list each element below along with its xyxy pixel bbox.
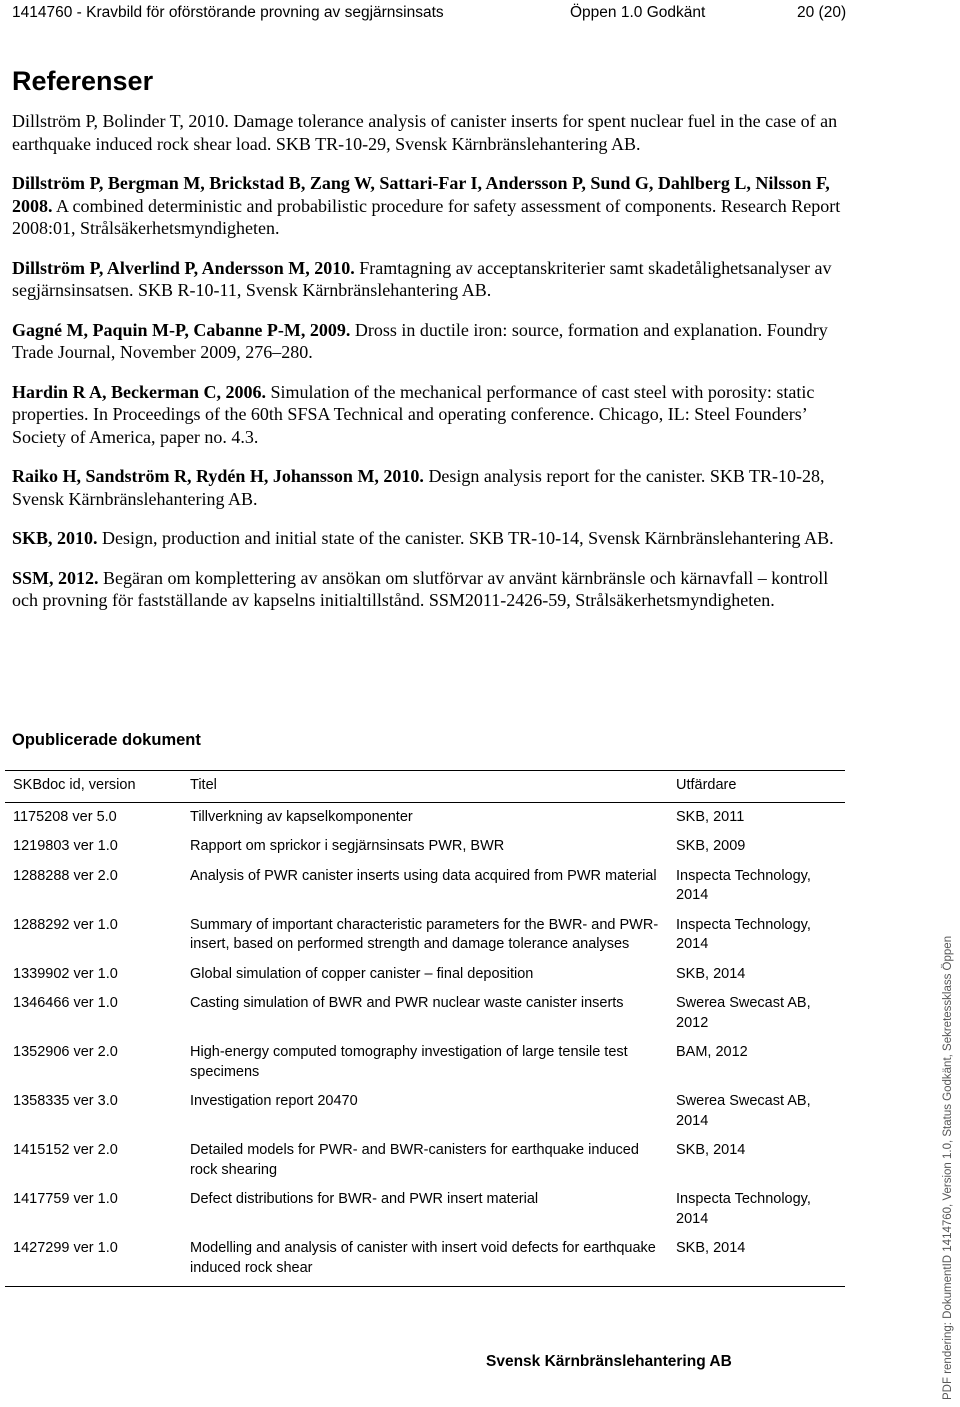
cell-title: Defect distributions for BWR- and PWR insert material [190, 1191, 539, 1207]
cell-id: 1427299 ver 1.0 [5, 1234, 182, 1287]
reference-text: Dillström P, Bolinder T, 2010. Damage tolerance analysis of canister inserts for spent nuclear fuel in the case of an earthquake induced rock shear load. SKB TR-10-29, Svensk Kärnbränslehantering AB. [12, 111, 838, 154]
reference-text: Design analysis report for the canister. SKB TR-10-28, Svensk Kärnbränslehantering AB. [12, 466, 825, 509]
header-status: Öppen 1.0 Godkänt [570, 4, 706, 21]
cell-issuer: Inspecta Technology, 2014 [676, 1191, 811, 1227]
reference-item [12, 381, 842, 449]
reference-item [12, 567, 842, 612]
cell-issuer: Swerea Swecast AB, 2014 [676, 1093, 811, 1129]
cell-issuer: SKB, 2011 [676, 808, 745, 825]
cell-id: 1219803 ver 1.0 [13, 838, 118, 854]
reference-item [12, 527, 842, 550]
cell-title: Casting simulation of BWR and PWR nuclear waste canister inserts [190, 995, 624, 1011]
footer-company: Svensk Kärnbränslehantering AB [486, 1353, 732, 1370]
reference-authors: SKB, 2010. [12, 528, 98, 548]
table-row [5, 802, 845, 832]
reference-authors: Dillström P, Bergman M, Brickstad B, Zang W, Sattari-Far I, Andersson P, Sund G, Dahlberg L, Nilsson F, 2008. [12, 173, 830, 216]
cell-title: Analysis of PWR canister inserts using data acquired from PWR material [190, 867, 657, 884]
cell-id: 1346466 ver 1.0 [13, 995, 118, 1011]
cell-id: 1339902 ver 1.0 [13, 965, 118, 982]
table-row [5, 862, 845, 911]
reference-text: Framtagning av acceptanskriterier samt skadetålighetsanalyser av segjärnsinsatsen. SKB R-10-11, Svensk Kärnbränslehantering AB. [12, 257, 832, 300]
table-row [5, 1087, 845, 1136]
cell-id: 1358335 ver 3.0 [13, 1093, 118, 1109]
column-header-id: SKBdoc id, version [5, 771, 182, 803]
table-header-row [5, 771, 845, 803]
table-row [5, 1234, 845, 1287]
cell-title: Rapport om sprickor i segjärnsinsats PWR, BWR [190, 838, 505, 854]
cell-id: 1415152 ver 2.0 [13, 1142, 118, 1158]
reference-text: Begäran om komplettering av ansökan om slutförvar av använt kärnbränsle och kärnavfall – kontroll och provning för fastställande av kapselns initialtillstånd. SSM2011-2426-59, Strålsäkerhetsmyndigheten. [12, 567, 829, 610]
reference-text: Simulation of the mechanical performance of cast steel with porosity: static properties. In Proceedings of the 60th SFSA Technical and operating conference. Chicago, IL: Steel Founders’ Society of America, paper no. 4.3. [12, 381, 815, 447]
table-row [5, 1185, 845, 1234]
cell-title: High-energy computed tomography investigation of large tensile test specimens [190, 1044, 628, 1080]
table-row [5, 1136, 845, 1185]
reference-item [12, 257, 842, 302]
cell-id: 1175208 ver 5.0 [13, 808, 117, 825]
reference-authors: SSM, 2012. [12, 567, 99, 588]
column-header-issuer: Utfärdare [668, 771, 845, 803]
cell-title: Global simulation of copper canister – final deposition [190, 965, 534, 982]
cell-issuer: Swerea Swecast AB, 2012 [676, 995, 811, 1031]
table-row [5, 960, 845, 990]
cell-id: 1288292 ver 1.0 [13, 916, 118, 933]
cell-id: 1417759 ver 1.0 [13, 1191, 118, 1207]
cell-issuer: Inspecta Technology, 2014 [676, 867, 811, 903]
unpublished-documents-heading: Opublicerade dokument [12, 731, 201, 749]
unpublished-documents-table [5, 770, 845, 1287]
section-title: Referenser [12, 66, 154, 96]
reference-authors: Dillström P, Alverlind P, Andersson M, 2010. [12, 257, 355, 278]
cell-issuer: SKB, 2014 [676, 1142, 746, 1158]
reference-list [12, 110, 842, 629]
cell-issuer: SKB, 2014 [668, 1234, 845, 1287]
cell-issuer: SKB, 2009 [676, 838, 746, 854]
cell-title: Summary of important characteristic parameters for the BWR- and PWR-insert, based on performed strength and damage tolerance analyses [190, 916, 659, 952]
reference-authors: Gagné M, Paquin M-P, Cabanne P-M, 2009. [12, 319, 351, 340]
cell-title: Modelling and analysis of canister with insert void defects for earthquake induced rock shear [182, 1234, 668, 1287]
cell-issuer: Inspecta Technology, 2014 [676, 916, 811, 952]
reference-authors: Hardin R A, Beckerman C, 2006. [12, 381, 266, 402]
reference-text: Design, production and initial state of the canister. SKB TR-10-14, Svensk Kärnbränslehantering AB. [97, 528, 834, 548]
reference-text: A combined deterministic and probabilistic procedure for safety assessment of components. Research Report 2008:01, Strålsäkerhetsmyndigheten. [12, 195, 841, 238]
column-header-title: Titel [182, 771, 668, 803]
header-document-title: 1414760 - Kravbild för oförstörande provning av segjärnsinsats [12, 4, 444, 21]
cell-title: Detailed models for PWR- and BWR-canisters for earthquake induced rock shearing [190, 1142, 639, 1178]
reference-authors: Raiko H, Sandström R, Rydén H, Johansson M, 2010. [12, 466, 424, 486]
table-row [5, 989, 845, 1038]
reference-item [12, 319, 842, 364]
reference-item [12, 465, 842, 510]
cell-title: Investigation report 20470 [190, 1093, 358, 1109]
table-row [5, 1038, 845, 1087]
pdf-rendering-sidebar: PDF rendering: DokumentID 1414760, Version 1.0, Status Godkänt, Sekretessklass Öppen [942, 935, 954, 1400]
cell-issuer: BAM, 2012 [676, 1044, 748, 1060]
cell-id: 1288288 ver 2.0 [13, 867, 118, 884]
reference-item [12, 110, 842, 155]
table-row [5, 911, 845, 960]
table-row [5, 832, 845, 862]
reference-item [12, 172, 842, 240]
cell-issuer: SKB, 2014 [676, 965, 746, 982]
header-page-number: 20 (20) [797, 4, 847, 21]
cell-id: 1352906 ver 2.0 [13, 1044, 118, 1060]
cell-title: Tillverkning av kapselkomponenter [190, 808, 413, 825]
reference-text: Dross in ductile iron: source, formation and explanation. Foundry Trade Journal, November 2009, 276–280. [12, 319, 828, 362]
